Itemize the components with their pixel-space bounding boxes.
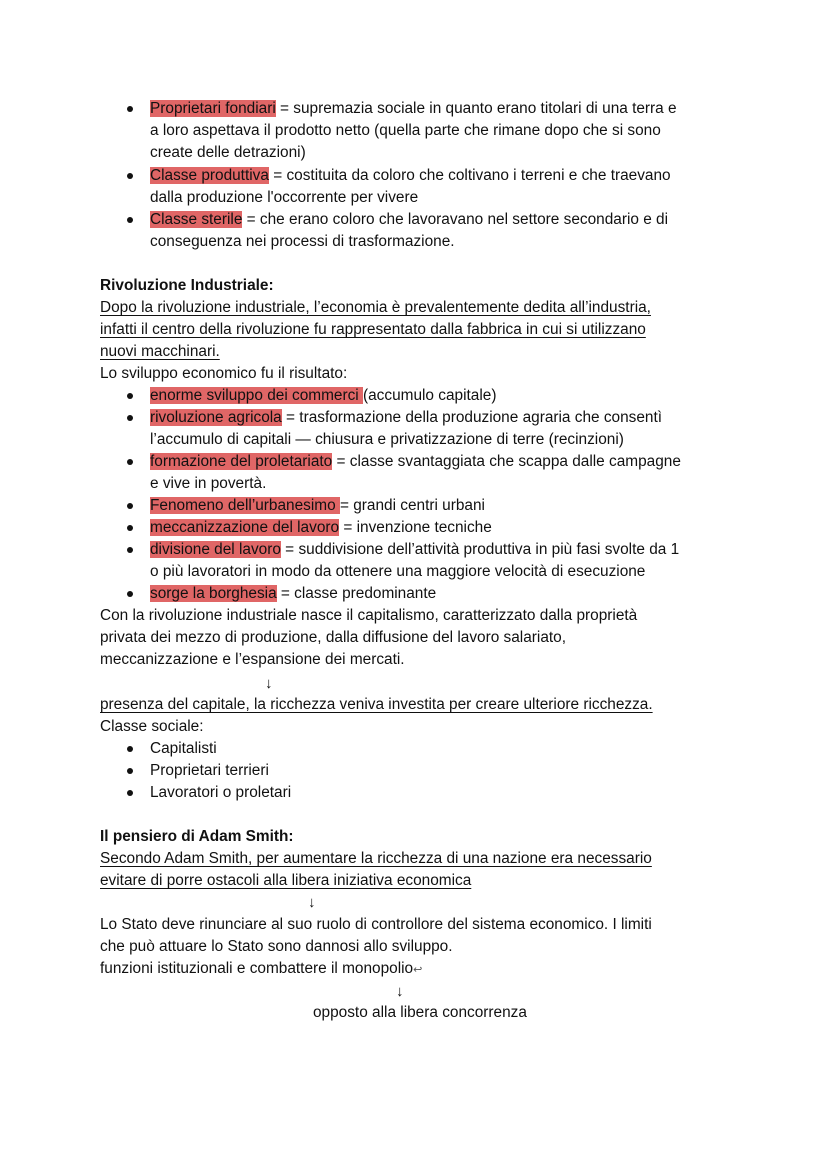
paragraph-line: che può attuare lo Stato sono dannosi allo sviluppo.: [100, 938, 453, 955]
bullet-icon: [127, 217, 133, 223]
highlighted-term: Classe produttiva: [150, 167, 269, 184]
list-item: rivoluzione agricola = trasformazione della produzione agraria che consentì: [150, 409, 663, 426]
bullet-icon: [127, 173, 133, 179]
list-item-continuation: conseguenza nei processi di trasformazione.: [150, 233, 455, 250]
classes-label: Classe sociale:: [100, 718, 204, 735]
highlighted-term: rivoluzione agricola: [150, 409, 282, 426]
bullet-icon: [127, 768, 133, 774]
section-heading: Rivoluzione Industriale:: [100, 277, 274, 294]
list-item: Lavoratori o proletari: [150, 784, 292, 801]
return-icon: ↩: [413, 964, 423, 976]
list-item: divisione del lavoro = suddivisione dell’attività produttiva in più fasi svolte da 1: [150, 541, 680, 558]
final-text: opposto alla libera concorrenza: [313, 1004, 527, 1021]
bullet-icon: [127, 790, 133, 796]
paragraph-line: Con la rivoluzione industriale nasce il capitalismo, caratterizzato dalla proprietà: [100, 607, 638, 624]
bullet-icon: [127, 459, 133, 465]
paragraph-line: Lo Stato deve rinunciare al suo ruolo di controllore del sistema economico. I limiti: [100, 916, 652, 933]
bullet-icon: [127, 503, 133, 509]
bullet-icon: [127, 415, 133, 421]
list-item: Proprietari fondiari = supremazia sociale in quanto erano titolari di una terra e: [150, 100, 677, 117]
list-item-continuation: create delle detrazioni): [150, 144, 306, 161]
bullet-icon: [127, 106, 133, 112]
down-arrow-icon: ↓: [396, 983, 404, 1000]
bullet-icon: [127, 393, 133, 399]
list-item-continuation: e vive in povertà.: [150, 475, 267, 492]
highlighted-term: meccanizzazione del lavoro: [150, 519, 340, 536]
bullet-icon: [127, 746, 133, 752]
list-item-continuation: o più lavoratori in modo da ottenere una maggiore velocità di esecuzione: [150, 563, 646, 580]
bullet-icon: [127, 547, 133, 553]
bullet-icon: [127, 591, 133, 597]
list-item: meccanizzazione del lavoro = invenzione tecniche: [150, 519, 492, 536]
list-item-continuation: l’accumulo di capitali — chiusura e privatizzazione di terre (recinzioni): [150, 431, 624, 448]
highlighted-term: Classe sterile: [150, 211, 243, 228]
paragraph-line: privata dei mezzo di produzione, dalla diffusione del lavoro salariato,: [100, 629, 566, 646]
highlighted-term: enorme sviluppo dei commerci: [150, 387, 363, 404]
list-item-continuation: dalla produzione l'occorrente per vivere: [150, 189, 419, 206]
conclusion-text: presenza del capitale, la ricchezza veniva investita per creare ulteriore ricchezza.: [100, 696, 653, 713]
list-item: Capitalisti: [150, 740, 217, 757]
bullet-icon: [127, 525, 133, 531]
paragraph-line: funzioni istituzionali e combattere il monopolio↩: [100, 960, 423, 977]
list-item: formazione del proletariato = classe svantaggiata che scappa dalle campagne: [150, 453, 681, 470]
underlined-text: Secondo Adam Smith, per aumentare la ricchezza di una nazione era necessario: [100, 850, 652, 867]
underlined-text: evitare di porre ostacoli alla libera iniziativa economica: [100, 872, 472, 889]
list-item: Classe sterile = che erano coloro che lavoravano nel settore secondario e di: [150, 211, 669, 228]
highlighted-term: Proprietari fondiari: [150, 100, 276, 117]
highlighted-term: Fenomeno dell’urbanesimo: [150, 497, 340, 514]
list-item: Fenomeno dell’urbanesimo = grandi centri urbani: [150, 497, 485, 514]
list-item: enorme sviluppo dei commerci (accumulo capitale): [150, 387, 497, 404]
highlighted-term: divisione del lavoro: [150, 541, 281, 558]
down-arrow-icon: ↓: [308, 894, 316, 911]
list-item: sorge la borghesia = classe predominante: [150, 585, 437, 602]
list-item-continuation: a loro aspettava il prodotto netto (quella parte che rimane dopo che si sono: [150, 122, 661, 139]
list-item: Classe produttiva = costituita da coloro che coltivano i terreni e che traevano: [150, 167, 671, 184]
paragraph-line: meccanizzazione e l’espansione dei mercati.: [100, 651, 405, 668]
highlighted-term: formazione del proletariato: [150, 453, 333, 470]
underlined-text: nuovi macchinari.: [100, 343, 220, 360]
intro-text: Lo sviluppo economico fu il risultato:: [100, 365, 348, 382]
section-heading: Il pensiero di Adam Smith:: [100, 828, 294, 845]
down-arrow-icon: ↓: [265, 675, 273, 692]
list-item: Proprietari terrieri: [150, 762, 269, 779]
underlined-text: infatti il centro della rivoluzione fu rappresentato dalla fabbrica in cui si utilizzano: [100, 321, 646, 338]
underlined-text: Dopo la rivoluzione industriale, l’economia è prevalentemente dedita all’industria,: [100, 299, 651, 316]
highlighted-term: sorge la borghesia: [150, 585, 277, 602]
